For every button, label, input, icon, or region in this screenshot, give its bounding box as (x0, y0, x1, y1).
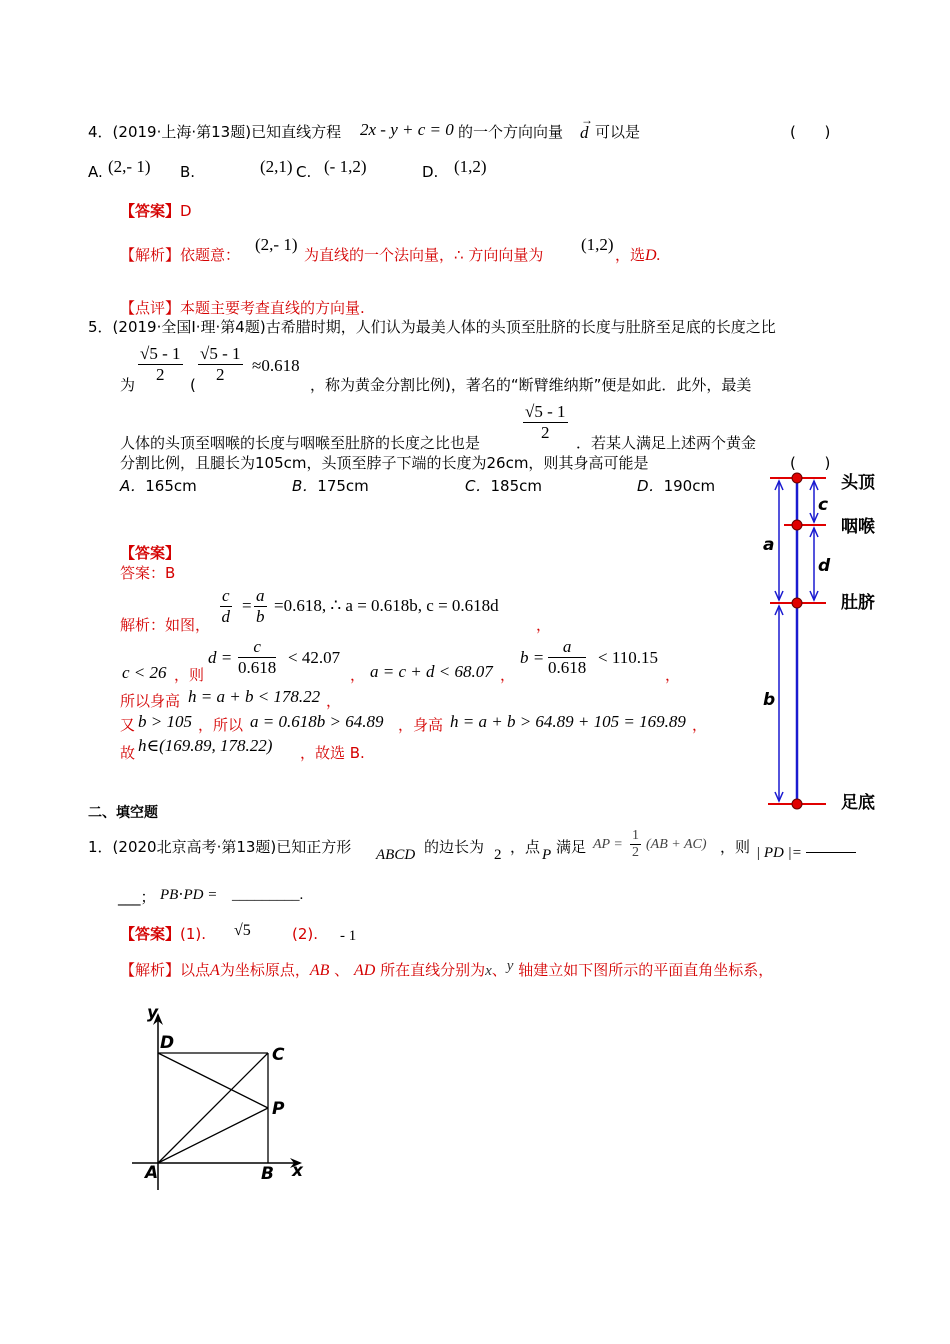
comment-tag: 【点评】 (120, 299, 181, 317)
q4-option-c-value: (- 1,2) (324, 157, 367, 176)
q4-equation: 2x - y + c = 0 (360, 120, 454, 139)
s2-q1-text5: ，则 (720, 838, 751, 856)
q5-d-lt: < 42.07 (288, 648, 341, 667)
label-navel: 肚脐 (841, 593, 875, 613)
q5-b-gt: b > 105 (138, 712, 192, 731)
q4-option-d-label: D. (422, 163, 439, 181)
q4-paren: ( ) (790, 123, 831, 141)
fraction-denominator: b (256, 607, 265, 626)
q5-comma-5: ， (326, 692, 342, 710)
option-label: B． (292, 477, 318, 495)
q5-line1 (88, 320, 776, 335)
option-label: A． (120, 477, 146, 495)
segment-ap (158, 1108, 268, 1163)
q5-frac-c-d (220, 586, 232, 627)
q5-d-eq: d = (208, 648, 233, 667)
s2-q1-blank1-line (806, 852, 856, 853)
s2-answer-v1: √5 (234, 922, 251, 939)
q5-h-in: h∈(169.89, 178.22) (138, 736, 273, 755)
option-value: 185cm (490, 477, 542, 495)
s2-q1-ap: AP = (593, 837, 623, 852)
q4-line (88, 125, 341, 140)
q5-line3b: ．若某人满足上述两个黄金 (576, 434, 757, 452)
q5-h-lt: h = a + b < 178.22 (188, 687, 321, 706)
q5-option-c (465, 479, 542, 494)
label-head-top: 头顶 (841, 473, 875, 493)
q4-analysis-vector1: (2,- 1) (255, 235, 298, 254)
s2-q1-ap-rest: (AB + AC) (646, 837, 707, 852)
vector-arrow-icon: → (581, 113, 593, 127)
golden-ratio-figure (750, 462, 910, 817)
q4-number: 4． (88, 123, 113, 141)
answer-tag: 【答案】 (120, 202, 181, 220)
s2-q1-pbpd: PB⋅PD = (160, 887, 218, 903)
q5-paren: ( ) (790, 454, 831, 472)
analysis-text-6: 轴建立如下图所示的平面直角坐标系， (518, 961, 774, 979)
option-label: C． (465, 477, 491, 495)
q5-answer-line: 答案：B (120, 564, 176, 582)
q5-option-d (637, 479, 715, 494)
s2-q1-abcd: ABCD (376, 847, 416, 863)
answer-part-1: (1). (180, 925, 207, 943)
fraction-denominator: 0.618 (238, 658, 277, 677)
analysis-choose: ，选 (615, 246, 646, 264)
s2-analysis (120, 958, 774, 979)
analysis-ab: AB (309, 962, 330, 979)
q4-analysis-vector2: (1,2) (581, 235, 614, 254)
q5-suoyi: 所以身高 (120, 692, 181, 710)
q5-line4: 分割比例，且腿长为105cm，头顶至脖子下端的长度为26cm，则其身高可能是 (120, 454, 649, 472)
q5-answer-tag: 【答案】 (120, 544, 181, 562)
analysis-ad: AD (353, 962, 376, 979)
section-title: 二、填空题 (88, 805, 158, 821)
q5-gu: 故 (120, 744, 136, 762)
q4-vector-letter: d (580, 123, 589, 142)
analysis-tag: 【解析】 (120, 246, 181, 264)
label-b: b (763, 690, 776, 710)
q5-frac-a-b (254, 586, 267, 627)
analysis-x: x (485, 963, 492, 979)
analysis-text: 依题意： (180, 246, 241, 264)
s2-q1-p: P (542, 847, 552, 863)
label-point-d: D (160, 1033, 175, 1053)
fraction-denominator: 2 (216, 365, 225, 384)
fraction-numerator: a (256, 586, 265, 605)
q4-option-a-label: A. (88, 163, 103, 181)
square-coordinate-figure (125, 1005, 315, 1195)
q5-jiexi: 解析：如图， (120, 616, 211, 634)
fraction-numerator: √5 - 1 (525, 402, 566, 421)
analysis-point-a: A (210, 962, 220, 979)
q5-shengao: ，身高 (398, 716, 444, 734)
s2-q1-start (88, 840, 351, 855)
q4-stem-mid: 的一个方向向量 (458, 123, 564, 141)
q5-b-lt: < 110.15 (598, 648, 658, 667)
q4-option-c-label: C. (296, 163, 312, 181)
q5-h-gt: h = a + b > 64.89 + 105 = 169.89 (450, 712, 686, 731)
q5-comma-3: ， (500, 666, 516, 684)
s2-q1-pd: | PD |= (756, 845, 802, 861)
q5-c-lt: c < 26 (122, 663, 167, 682)
segment-dp (158, 1053, 268, 1108)
q5-ratio-fraction-3 (523, 402, 568, 443)
q4-option-b-label: B. (180, 163, 196, 181)
q5-option-a (120, 479, 197, 494)
analysis-tag: 【解析】 (120, 961, 181, 979)
q5-wei: 为 (120, 376, 136, 394)
q5-comma: ， (536, 616, 552, 634)
fraction-numerator: √5 - 1 (140, 344, 181, 363)
q5-frac-c-0618 (238, 637, 276, 678)
q5-comma-2: ， (350, 666, 366, 684)
fraction-numerator: c (222, 586, 230, 605)
fraction-denominator: 2 (541, 423, 550, 442)
analysis-text: 以点 (180, 961, 211, 979)
q5-line3: 人体的头顶至咽喉的长度与咽喉至肚脐的长度之比也是 (120, 434, 481, 452)
s2-q1-text3: ，点 (510, 838, 541, 856)
analysis-choice: D. (645, 247, 661, 264)
label-axis-x: x (292, 1161, 303, 1181)
s2-q1-text2: 的边长为 (424, 838, 485, 856)
option-value: 175cm (317, 477, 369, 495)
q5-ratio-fraction-2 (198, 344, 243, 385)
answer-value: D (180, 202, 192, 220)
q5-frac-a-0618 (548, 637, 586, 678)
analysis-sep-2: 、 (491, 961, 507, 979)
q5-line2: ，称为黄金分割比例)，著名的“断臂维纳斯”便是如此．此外，最美 (310, 376, 752, 394)
q5-ratio-fraction-1 (138, 344, 183, 385)
label-throat: 咽喉 (841, 517, 875, 537)
q5-suoyi2: ，所以 (198, 716, 244, 734)
s2-q1-text4: 满足 (556, 838, 587, 856)
q4-source: (2019·上海·第13题) (112, 123, 252, 141)
q5-b-eq: b = (520, 648, 545, 667)
q5-comma-6: ， (692, 716, 708, 734)
s2-answer-v2: - 1 (340, 928, 357, 944)
s2-q1-source: (2020北京高考·第13题) (112, 838, 277, 856)
analysis-text-4: 所在直线分别为 (380, 961, 486, 979)
fraction-denominator: 0.618 (548, 658, 587, 677)
point-navel (792, 598, 802, 608)
label-point-c: C (272, 1045, 285, 1065)
q5-source: (2019·全国Ⅰ·理·第4题) (112, 318, 266, 336)
s2-q1-blank2: _________. (232, 887, 304, 903)
option-value: 190cm (663, 477, 716, 495)
fraction-numerator: a (548, 637, 586, 658)
q4-option-d-value: (1,2) (454, 157, 487, 176)
label-d: d (818, 556, 831, 576)
label-point-a: A (145, 1163, 159, 1183)
q5-a-gt: a = 0.618b > 64.89 (250, 712, 384, 731)
point-throat (792, 520, 802, 530)
point-foot (792, 799, 802, 809)
label-point-p: P (272, 1099, 285, 1119)
s2-answer (120, 927, 206, 942)
q4-stem-before: 已知直线方程 (251, 123, 342, 141)
label-a: a (763, 535, 775, 555)
point-top (792, 473, 802, 483)
q4-analysis-mid: 为直线的一个法向量，∴ 方向向量为 (304, 246, 544, 264)
comment-text: 本题主要考查直线的方向量. (180, 299, 365, 317)
answer-tag: 【答案】 (120, 925, 181, 943)
q4-analysis-end (615, 248, 661, 264)
label-c: c (818, 495, 829, 515)
q4-vector (580, 113, 593, 142)
q5-number: 5． (88, 318, 113, 336)
q5-approx: ≈0.618 (252, 356, 300, 375)
fraction-numerator: 1 (632, 828, 639, 843)
s2-q1-line2a: ___； (118, 888, 156, 906)
q4-option-a-value: (2,- 1) (108, 157, 151, 176)
s2-q1-two: 2 (494, 847, 502, 863)
label-foot: 足底 (841, 793, 875, 813)
analysis-sep: 、 (334, 961, 350, 979)
q4-analysis-start (120, 248, 240, 263)
q5-comma-4: ， (665, 666, 681, 684)
q5-open-paren: ( (190, 376, 196, 394)
q5-final: ，故选 B. (300, 744, 365, 762)
q5-eq1-rest: =0.618, ∴ a = 0.618b, c = 0.618d (274, 596, 499, 615)
segment-ac (158, 1053, 268, 1163)
label-point-b: B (261, 1164, 274, 1184)
fraction-numerator: c (238, 637, 276, 658)
q4-option-b-value: (2,1) (260, 157, 293, 176)
q5-eq-sign: = (242, 596, 252, 615)
q5-you: 又 (120, 716, 136, 734)
q4-answer (120, 204, 192, 219)
q5-ze: ，则 (174, 666, 205, 684)
fraction-denominator: 2 (156, 365, 165, 384)
s2-q1-text: 已知正方形 (276, 838, 352, 856)
analysis-y: y (506, 958, 514, 974)
s2-answer-2: (2). (292, 925, 319, 943)
fraction-numerator: √5 - 1 (200, 344, 241, 363)
option-label: D． (637, 477, 664, 495)
fraction-denominator: 2 (632, 845, 639, 860)
s2-q1-half (630, 828, 641, 861)
q5-a-eq: a = c + d < 68.07 (370, 662, 493, 681)
s2-q1-number: 1． (88, 838, 113, 856)
option-value: 165cm (145, 477, 197, 495)
q4-comment (120, 301, 365, 316)
analysis-text-2: 为坐标原点， (219, 961, 310, 979)
label-axis-y: y (147, 1005, 159, 1023)
fraction-denominator: d (221, 607, 231, 626)
q5-option-b (292, 479, 369, 494)
q5-text: 古希腊时期，人们认为最美人体的头顶至肚脐的长度与肚脐至足底的长度之比 (265, 318, 776, 336)
q4-stem-after: 可以是 (595, 123, 641, 141)
